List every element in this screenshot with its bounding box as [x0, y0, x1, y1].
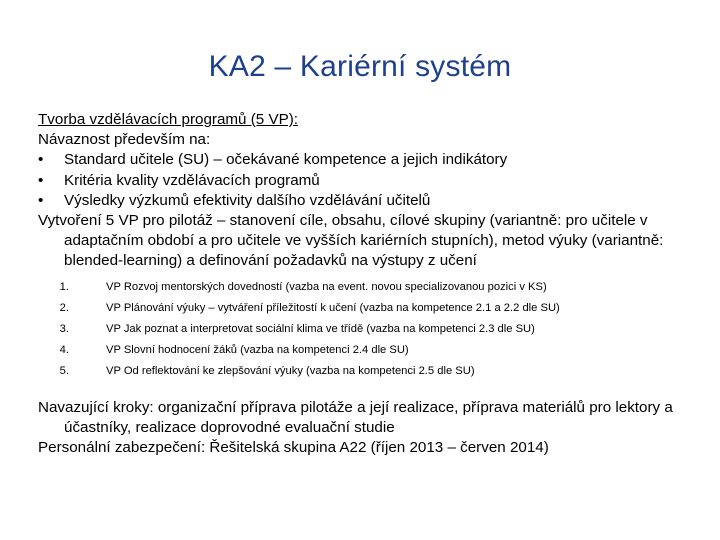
bullet-item: [38, 171, 688, 191]
section-heading: Tvorba vzdělávacích programů (5 VP):: [38, 111, 298, 128]
program-text: VP Slovní hodnocení žáků (vazba na kompetenci 2.4 dle SU): [106, 343, 409, 356]
bullet-item: [38, 191, 688, 211]
program-text: VP Jak poznat a interpretovat sociální klima ve třídě (vazba na kompetenci 2.3 dle SU): [106, 322, 535, 335]
program-text: VP Rozvoj mentorských dovedností (vazba na event. novou specializovanou pozici v KS): [106, 280, 547, 293]
program-number: 5.: [59, 364, 69, 377]
program-item: [38, 361, 688, 382]
program-list: [38, 277, 688, 382]
slide-content: [38, 110, 688, 458]
program-number: 3.: [59, 322, 69, 335]
personnel-paragraph: Personální zabezpečení: Řešitelská skupina A22 (říjen 2013 – červen 2014): [38, 439, 549, 457]
program-item: [38, 277, 688, 298]
creation-paragraph: Vytvoření 5 VP pro pilotáž – stanovení cíle, obsahu, cílové skupiny (variantně: pro učitele v adaptačním období a pro učitele ve vyšších kariérních stupních), metod výuky (variantně: blended-learning) a definování požadavků na výstupy z učení: [38, 212, 664, 270]
bullet-text: Kritéria kvality vzdělávacích programů: [64, 171, 320, 189]
program-text: VP Plánování výuky – vytváření příležitostí k učení (vazba na kompetence 2.1 a 2.2 dle SU): [106, 301, 560, 314]
program-item: [38, 319, 688, 340]
bullet-marker: •: [38, 151, 44, 169]
section-spacer: [38, 382, 688, 398]
next-steps-paragraph: Navazující kroky: organizační příprava pilotáže a její realizace, příprava materiálů pro lektory a účastníky, realizace doprovodné evaluační studie: [38, 398, 673, 436]
program-item: [38, 298, 688, 319]
bullet-text: Standard učitele (SU) – očekávané kompetence a jejich indikátory: [64, 151, 508, 169]
program-number: 4.: [59, 343, 69, 356]
intro-text: Návaznost především na:: [38, 131, 211, 149]
program-text: VP Od reflektování ke zlepšování výuky (vazba na kompetenci 2.5 dle SU): [106, 364, 475, 377]
program-number: 1.: [59, 280, 69, 293]
program-number: 2.: [59, 301, 69, 314]
bullet-marker: •: [38, 191, 44, 209]
bullet-text: Výsledky výzkumů efektivity dalšího vzdělávání učitelů: [64, 191, 431, 209]
slide-title: KA2 – Kariérní systém: [208, 50, 512, 83]
bullet-item: [38, 150, 688, 170]
program-item: [38, 340, 688, 361]
bullet-marker: •: [38, 171, 44, 189]
